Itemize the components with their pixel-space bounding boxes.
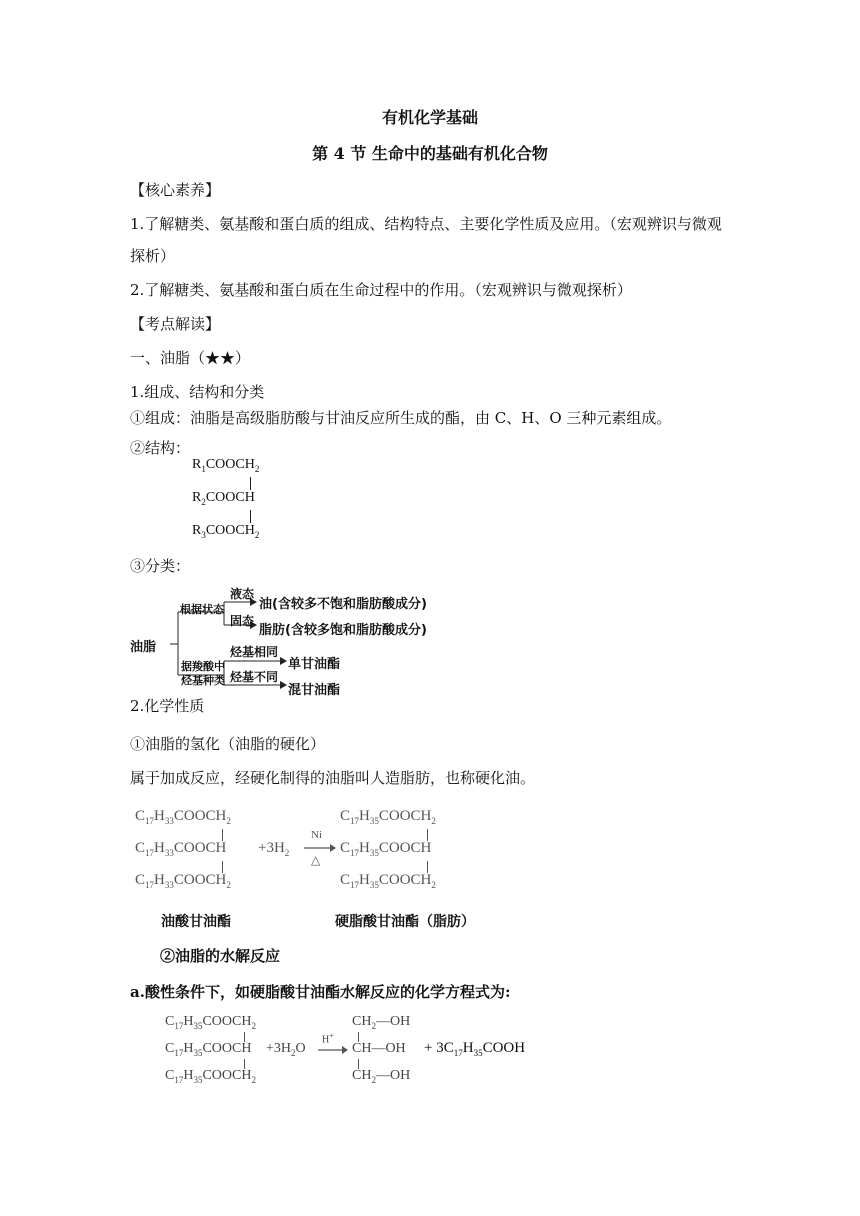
structure-r3: $R_3COOCH_2$ — [192, 523, 260, 540]
classify-solid: 固态 — [230, 614, 255, 628]
subsection-2-heading: 2.化学性质 — [130, 697, 205, 715]
eq1-left-name: 油酸甘油酯 — [161, 914, 231, 930]
hydrolysis-title: ②油脂的水解反应 — [160, 947, 281, 965]
structure-bond-2 — [250, 510, 251, 523]
eq2-product: + $3C_{17}H_{35}COOH$ — [424, 1040, 526, 1058]
eq1-right-line-1: $C_{17}H_{35}COOCH_2$ — [340, 808, 436, 826]
eq2-left-line-2: $C_{17}H_{35}COOCH$ — [165, 1041, 252, 1058]
eq2-left-line-3: $C_{17}H_{35}COOCH_2$ — [165, 1068, 256, 1085]
subsection-1-heading: 1.组成、结构和分类 — [130, 383, 265, 401]
classify-root: 油脂 — [130, 640, 157, 655]
eq1-left-line-1: $C_{17}H_{33}COOCH_2$ — [135, 808, 231, 826]
classify-by-state: 根据状态 — [180, 603, 224, 616]
core-item-1-cont: 探析） — [130, 247, 176, 265]
classify-by-acid-line-1: 据羧酸中 — [181, 660, 225, 673]
eq2-left-line-1: $C_{17}H_{35}COOCH_2$ — [165, 1014, 256, 1031]
eq1-heat: △ — [311, 853, 321, 867]
hydrogenation-desc: 属于加成反应，经硬化制得的油脂叫人造脂肪，也称硬化油。 — [130, 769, 536, 787]
classify-diff: 烃基不同 — [230, 670, 279, 684]
doc-title: 有机化学基础 — [381, 108, 478, 127]
acid-hydrolysis-desc: a.酸性条件下，如硬脂酸甘油酯水解反应的化学方程式为: — [130, 983, 511, 1001]
eq2-arrow-icon — [318, 1045, 348, 1055]
hydrogenation-title: ①油脂的氢化（油脂的硬化） — [130, 735, 326, 753]
eq2-glycerol-line-3: $CH_2—OH$ — [352, 1068, 411, 1085]
exam-heading: 【考点解读】 — [130, 315, 221, 333]
classify-fat: 脂肪(含较多饱和脂肪酸成分) — [259, 623, 427, 638]
section-1-heading: 一、油脂（★★） — [130, 349, 251, 367]
composition-text: ①组成：油脂是高级脂肪酸与甘油反应所生成的酯，由 C、H、O 三种元素组成。 — [130, 409, 672, 427]
structure-label: ②结构： — [130, 439, 191, 457]
eq1-left-line-3: $C_{17}H_{33}COOCH_2$ — [135, 872, 231, 890]
eq1-right-name: 硬脂酸甘油酯（脂肪） — [335, 914, 475, 930]
eq1-catalyst: Ni — [311, 829, 322, 841]
structure-r1: $R_1COOCH_2$ — [192, 457, 260, 474]
structure-bond-1 — [250, 477, 251, 490]
core-heading: 【核心素养】 — [130, 181, 221, 199]
classify-oil: 油(含较多不饱和脂肪酸成分) — [259, 597, 427, 612]
eq1-right-line-3: $C_{17}H_{35}COOCH_2$ — [340, 872, 436, 890]
eq1-arrow-icon — [304, 843, 336, 853]
eq1-left-line-2: $C_{17}H_{33}COOCH$ — [135, 840, 227, 858]
classify-simple: 单甘油酯 — [288, 657, 341, 672]
eq2-glycerol-line-2: CH—OH — [352, 1041, 406, 1056]
classify-mixed: 混甘油酯 — [288, 683, 341, 698]
classify-by-acid-line-2: 烃基种类 — [181, 674, 225, 687]
core-item-2: 2.了解糖类、氨基酸和蛋白质在生命过程中的作用。（宏观辨识与微观探析） — [130, 281, 632, 299]
eq1-right-line-2: $C_{17}H_{35}COOCH$ — [340, 840, 432, 858]
structure-r2: $R_2COOCH$ — [192, 490, 255, 507]
eq2-reagent: $+3H_2O$ — [266, 1041, 306, 1058]
eq2-glycerol-line-1: $CH_2—OH$ — [352, 1014, 411, 1031]
classify-same: 烃基相同 — [230, 645, 279, 659]
doc-subtitle: 第 4 节 生命中的基础有机化合物 — [312, 144, 548, 163]
eq2-catalyst: H+ — [322, 1031, 334, 1046]
eq1-reagent: $+3H_2$ — [258, 840, 290, 858]
core-item-1: 1.了解糖类、氨基酸和蛋白质的组成、结构特点、主要化学性质及应用。（宏观辨识与微观 — [130, 215, 722, 233]
classify-liquid: 液态 — [230, 587, 255, 601]
classify-label: ③分类： — [130, 557, 191, 575]
